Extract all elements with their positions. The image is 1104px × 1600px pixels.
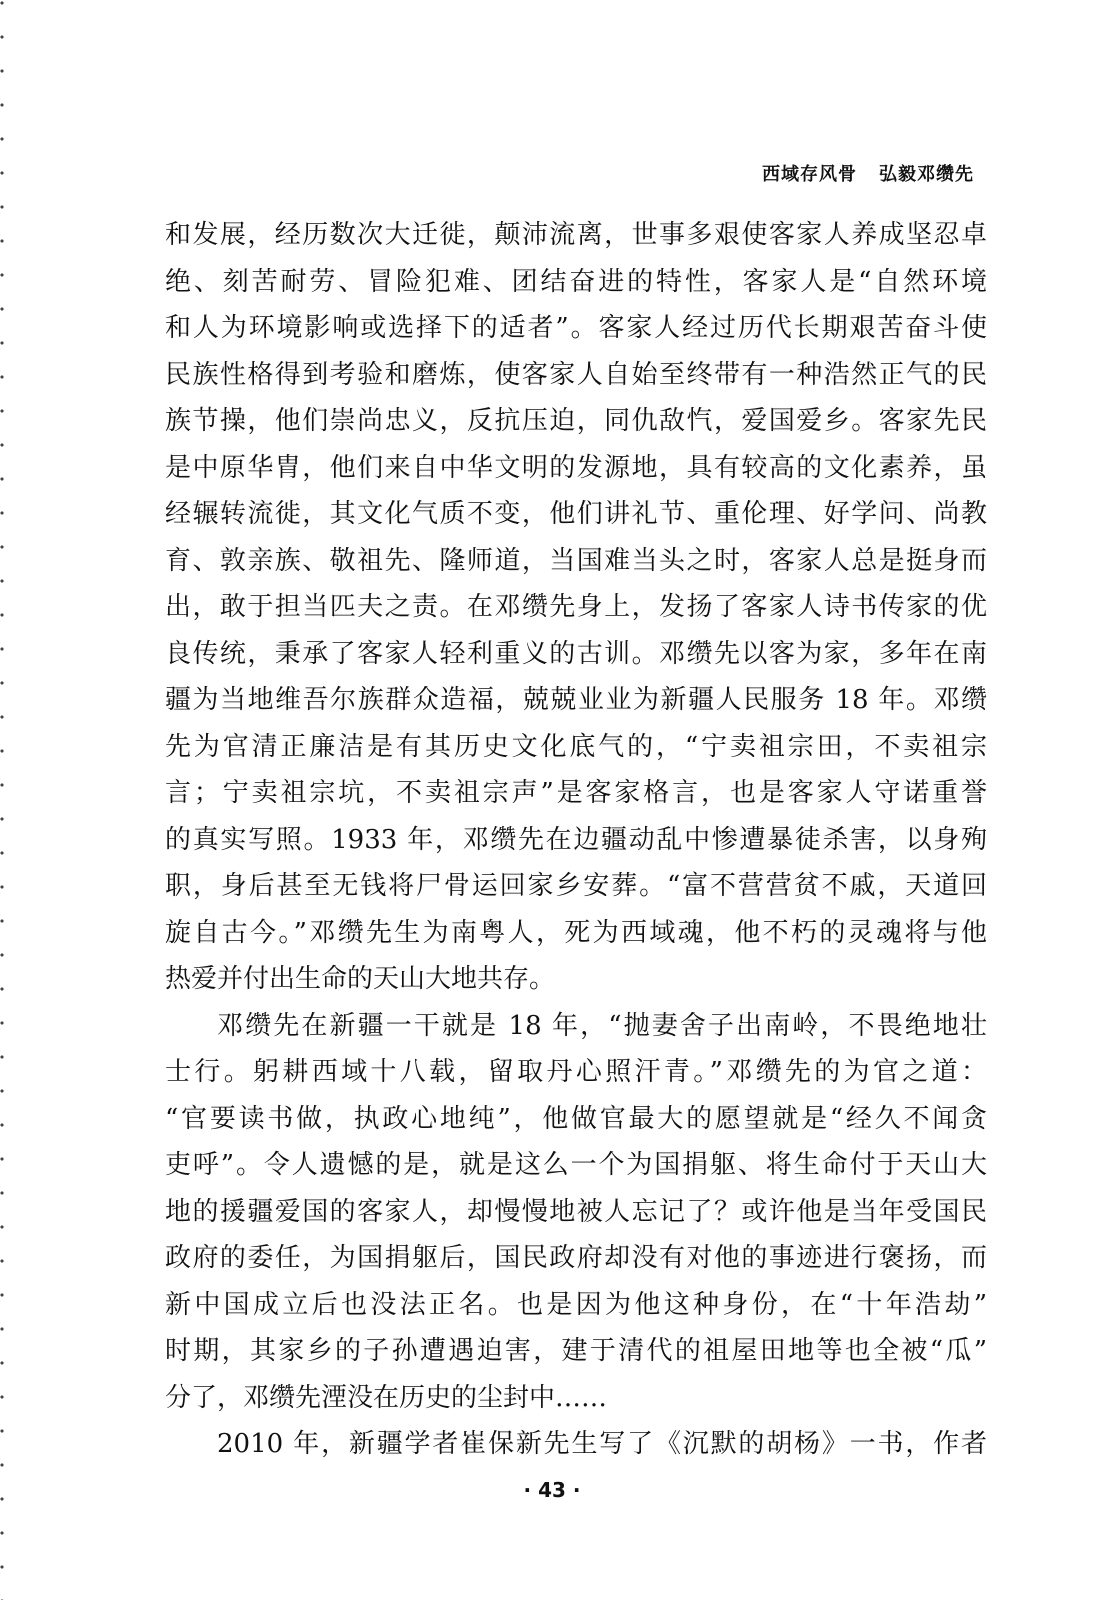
text-line: 邓缵先在新疆一干就是 18 年，“抛妻舍子出南岭，不畏绝地壮 (217, 1010, 987, 1041)
text-line: 2010 年，新疆学者崔保新先生写了《沉默的胡杨》一书，作者 (217, 1429, 987, 1459)
text-line: 出，敢于担当匹夫之责。在邓缵先身上，发扬了客家人诗书传家的优 (165, 592, 987, 622)
page-number: · 43 · (523, 1478, 581, 1502)
text-line: 分了，邓缵先湮没在历史的尘封中…… (165, 1382, 608, 1413)
text-line: “官要读书做，执政心地纯”，他做官最大的愿望就是“经久不闻贪 (165, 1103, 987, 1134)
text-line: 民族性格得到考验和磨炼，使客家人自始至终带有一种浩然正气的民 (165, 359, 987, 390)
body-text (165, 217, 987, 1473)
header-section-title: 西域存风骨 (762, 164, 857, 185)
text-line: 的真实写照。1933 年，邓缵先在边疆动乱中惨遭暴徒杀害，以身殉 (165, 824, 987, 855)
header-chapter-title: 弘毅邓缵先 (879, 164, 974, 185)
text-line: 育、敦亲族、敬祖先、隆师道，当国难当头之时，客家人总是挺身而 (165, 545, 987, 576)
text-line: 是中原华胄，他们来自中华文明的发源地，具有较高的文化素养，虽 (165, 452, 987, 483)
text-line: 良传统，秉承了客家人轻利重义的古训。邓缵先以客为家，多年在南 (165, 638, 987, 669)
text-line: 经辗转流徙，其文化气质不变，他们讲礼节、重伦理、好学问、尚教 (165, 499, 987, 529)
text-line: 政府的委任，为国捐躯后，国民政府却没有对他的事迹进行褒扬，而 (165, 1243, 987, 1273)
text-line: 和发展，经历数次大迁徙，颠沛流离，世事多艰使客家人养成坚忍卓 (165, 220, 987, 250)
text-line: 热爱并付出生命的天山大地共存。 (165, 964, 556, 994)
text-line: 先为官清正廉洁是有其历史文化底气的，“宁卖祖宗田，不卖祖宗 (165, 731, 987, 762)
text-line: 时期，其家乡的子孙遭遇迫害，建于清代的祖屋田地等也全被“瓜” (165, 1336, 987, 1366)
text-line: 士行。躬耕西域十八载，留取丹心照汗青。”邓缵先的为官之道： (165, 1057, 987, 1087)
text-line: 和人为环境影响或选择下的适者”。客家人经过历代长期艰苦奋斗使 (165, 313, 987, 343)
binding-edge-marks (0, 0, 6, 1600)
running-header (762, 160, 974, 186)
text-line: 新中国成立后也没法正名。也是因为他这种身份，在“十年浩劫” (165, 1289, 987, 1320)
text-line: 绝、刻苦耐劳、冒险犯难、团结奋进的特性，客家人是“自然环境 (165, 266, 987, 297)
text-line: 族节操，他们崇尚忠义，反抗压迫，同仇敌忾，爱国爱乡。客家先民 (165, 406, 987, 436)
text-line: 疆为当地维吾尔族群众造福，兢兢业业为新疆人民服务 18 年。邓缵 (165, 685, 987, 715)
text-line: 旋自古今。”邓缵先生为南粤人，死为西域魂，他不朽的灵魂将与他 (165, 917, 987, 948)
text-line: 职，身后甚至无钱将尸骨运回家乡安葬。“富不营营贫不戚，天道回 (165, 871, 987, 901)
text-line: 地的援疆爱国的客家人，却慢慢地被人忘记了？或许他是当年受国民 (165, 1196, 987, 1227)
text-line: 吏呼”。令人遗憾的是，就是这么一个为国捐躯、将生命付于天山大 (165, 1150, 987, 1180)
text-line: 言；宁卖祖宗坑，不卖祖宗声”是客家格言，也是客家人守诺重誉 (165, 778, 987, 808)
